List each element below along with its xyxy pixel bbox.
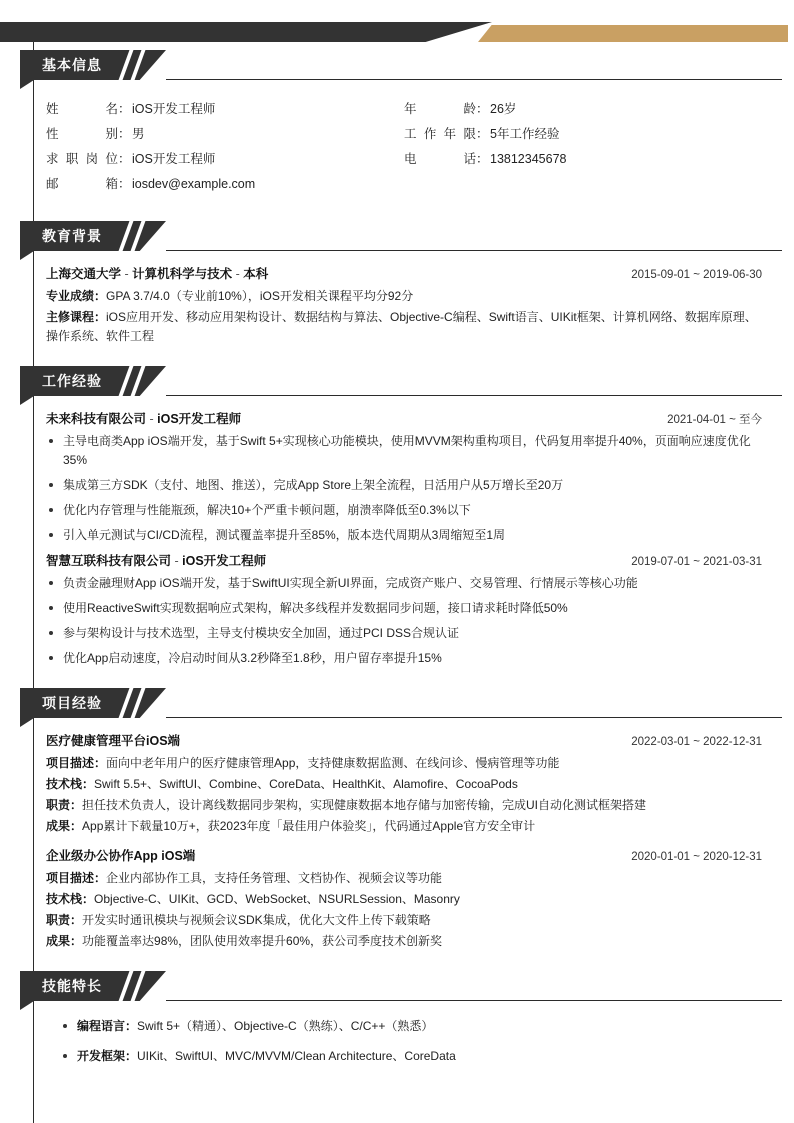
detail-value: 担任技术负责人，设计离线数据同步架构，实现健康数据本地存储与加密传输，完成UI自动化测试框架搭建	[82, 798, 647, 812]
banner-gold-stripe	[478, 25, 788, 42]
section-work-experience	[0, 366, 794, 668]
skill-key: 开发框架：	[77, 1049, 138, 1063]
section-title: 教育背景	[42, 228, 102, 244]
work-title	[46, 409, 241, 427]
job-role: iOS开发工程师	[182, 554, 267, 568]
separator: -	[146, 412, 158, 426]
detail-key: 职责：	[46, 798, 83, 812]
list-item: 参与架构设计与技术选型，主导支付模块安全加固，通过PCI DSS合规认证	[46, 624, 762, 643]
detail-value: 开发实时通讯模块与视频会议SDK集成，优化大文件上传下载策略	[82, 913, 431, 927]
section-body-project	[46, 718, 762, 951]
info-value-gender: 男	[132, 127, 145, 141]
skills-list	[60, 1017, 762, 1066]
section-header-work	[20, 366, 762, 396]
section-body-education	[46, 251, 762, 346]
section-education	[0, 221, 794, 346]
list-item: 优化App启动速度，冷启动时间从3.2秒降至1.8秒，用户留存率提升15%	[46, 649, 762, 668]
project-detail-line	[46, 911, 762, 930]
info-row	[46, 124, 404, 149]
project-detail-line	[46, 869, 762, 888]
project-date: 2022-03-01 ~ 2022-12-31	[631, 736, 762, 748]
work-bullet-list	[46, 574, 762, 668]
education-title	[46, 264, 268, 282]
info-row-empty	[404, 174, 762, 199]
company-name: 智慧互联科技有限公司	[46, 554, 172, 568]
section-rule	[166, 717, 782, 718]
list-item: 引入单元测试与CI/CD流程，测试覆盖率提升至85%，版本迭代周期从3周缩短至1周	[46, 526, 762, 545]
info-colon: ：	[118, 102, 131, 116]
detail-key: 成果：	[46, 819, 83, 833]
info-row	[404, 149, 762, 174]
info-colon: ：	[118, 127, 131, 141]
project-detail-line	[46, 754, 762, 773]
entry-header	[46, 409, 762, 427]
work-bullet-list	[46, 432, 762, 545]
banner-dark-stripe	[0, 22, 492, 42]
detail-value: iOS应用开发、移动应用架构设计、数据结构与算法、Objective-C编程、Swift语言、UIKit框架、计算机网络、数据库原理、操作系统、软件工程	[46, 310, 757, 343]
education-date: 2015-09-01 ~ 2019-06-30	[631, 269, 762, 281]
project-detail-line	[46, 796, 762, 815]
info-row	[404, 99, 762, 124]
detail-key: 成果：	[46, 934, 83, 948]
list-item: 主导电商类App iOS端开发，基于Swift 5+实现核心功能模块，使用MVVM架构重构项目，代码复用率提升40%，页面响应速度优化35%	[46, 432, 762, 470]
info-colon: ：	[476, 152, 489, 166]
project-detail-line	[46, 817, 762, 836]
skill-key: 编程语言：	[77, 1019, 138, 1033]
work-date: 2019-07-01 ~ 2021-03-31	[631, 556, 762, 568]
section-header-tab	[20, 80, 34, 89]
section-rule	[166, 395, 782, 396]
section-header-project	[20, 688, 762, 718]
section-body-basic-info	[46, 80, 762, 199]
project-detail-line	[46, 775, 762, 794]
detail-key: 项目描述：	[46, 871, 107, 885]
company-name: 未来科技有限公司	[46, 412, 147, 426]
job-role: iOS开发工程师	[157, 412, 242, 426]
detail-key: 主修课程：	[46, 310, 107, 324]
separator: -	[171, 554, 183, 568]
section-header-basic-info	[20, 50, 762, 80]
separator: -	[232, 267, 244, 281]
info-colon: ：	[118, 177, 131, 191]
entry-header	[46, 551, 762, 569]
project-name: 企业级办公协作App iOS端	[46, 849, 196, 863]
section-header-tab	[20, 1001, 34, 1010]
project-date: 2020-01-01 ~ 2020-12-31	[631, 851, 762, 863]
list-item	[60, 1047, 762, 1066]
project-detail-line	[46, 932, 762, 951]
detail-key: 项目描述：	[46, 756, 107, 770]
section-body-skills	[46, 1001, 762, 1066]
info-value-age: 26岁	[490, 102, 517, 116]
entry-header	[46, 731, 762, 749]
section-header-tab	[20, 251, 34, 260]
section-skills	[0, 971, 794, 1066]
skill-value: UIKit、SwiftUI、MVC/MVVM/Clean Architecture、CoreData	[137, 1049, 456, 1063]
section-project-experience	[0, 688, 794, 951]
project-detail-line	[46, 890, 762, 909]
section-title: 工作经验	[42, 373, 102, 389]
info-label: 工 作 年 限	[404, 127, 476, 141]
info-label: 年 龄	[404, 102, 476, 116]
info-label: 邮 箱	[46, 177, 118, 191]
detail-value: 企业内部协作工具，支持任务管理、文档协作、视频会议等功能	[106, 871, 443, 885]
section-rule	[166, 79, 782, 80]
section-title: 基本信息	[42, 57, 102, 73]
top-banner	[0, 22, 794, 42]
info-row	[46, 174, 404, 199]
detail-key: 技术栈：	[46, 892, 95, 906]
detail-value: GPA 3.7/4.0（专业前10%），iOS开发相关课程平均分92分	[106, 289, 414, 303]
entry-header	[46, 846, 762, 864]
detail-value: 面向中老年用户的医疗健康管理App，支持健康数据监测、在线问诊、慢病管理等功能	[106, 756, 560, 770]
info-label: 求 职 岗 位	[46, 152, 118, 166]
section-title: 技能特长	[42, 978, 102, 994]
list-item: 优化内存管理与性能瓶颈，解决10+个严重卡顿问题，崩溃率降低至0.3%以下	[46, 501, 762, 520]
section-body-work	[46, 396, 762, 668]
section-header-tab	[20, 718, 34, 727]
detail-value: App累计下载量10万+，获2023年度「最佳用户体验奖」，代码通过Apple官方安全审计	[82, 819, 536, 833]
info-colon: ：	[118, 152, 131, 166]
detail-value: Objective-C、UIKit、GCD、WebSocket、NSURLSession、Masonry	[94, 892, 460, 906]
info-label: 姓 名	[46, 102, 118, 116]
detail-key: 专业成绩：	[46, 289, 107, 303]
info-value-email: iosdev@example.com	[132, 177, 256, 191]
detail-key: 职责：	[46, 913, 83, 927]
list-item	[60, 1017, 762, 1036]
info-value-phone: 13812345678	[490, 152, 567, 166]
info-value-position: iOS开发工程师	[132, 152, 216, 166]
entry-header	[46, 264, 762, 282]
degree-name: 本科	[243, 267, 269, 281]
work-entry	[46, 409, 762, 545]
info-row	[46, 149, 404, 174]
detail-value: Swift 5.5+、SwiftUI、Combine、CoreData、HealthKit、Alamofire、CocoaPods	[94, 777, 518, 791]
detail-key: 技术栈：	[46, 777, 95, 791]
project-name: 医疗健康管理平台iOS端	[46, 734, 181, 748]
education-entry	[46, 264, 762, 346]
section-header-education	[20, 221, 762, 251]
detail-value: 功能覆盖率达98%，团队使用效率提升60%，获公司季度技术创新奖	[82, 934, 443, 948]
education-detail-line	[46, 287, 762, 306]
section-basic-info	[0, 50, 794, 199]
section-header-skills	[20, 971, 762, 1001]
skill-value: Swift 5+（精通）、Objective-C（熟练）、C/C++（熟悉）	[137, 1019, 434, 1033]
info-value-years: 5年工作经验	[490, 127, 560, 141]
section-title: 项目经验	[42, 695, 102, 711]
separator: -	[121, 267, 133, 281]
school-name: 上海交通大学	[46, 267, 122, 281]
info-row	[46, 99, 404, 124]
work-title	[46, 551, 266, 569]
info-colon: ：	[476, 102, 489, 116]
project-entry	[46, 846, 762, 951]
info-row	[404, 124, 762, 149]
list-item: 负责金融理财App iOS端开发，基于SwiftUI实现全新UI界面，完成资产账户、交易管理、行情展示等核心功能	[46, 574, 762, 593]
info-label: 性 别	[46, 127, 118, 141]
basic-info-grid	[46, 89, 762, 199]
info-colon: ：	[476, 127, 489, 141]
work-entry	[46, 551, 762, 668]
info-label: 电 话	[404, 152, 476, 166]
list-item: 集成第三方SDK（支付、地图、推送），完成App Store上架全流程，日活用户从5万增长至20万	[46, 476, 762, 495]
section-rule	[166, 250, 782, 251]
project-entry	[46, 731, 762, 836]
section-header-tab	[20, 396, 34, 405]
major-name: 计算机科学与技术	[132, 267, 233, 281]
section-rule	[166, 1000, 782, 1001]
list-item: 使用ReactiveSwift实现数据响应式架构，解决多线程并发数据同步问题，接口请求耗时降低50%	[46, 599, 762, 618]
education-detail-line	[46, 308, 762, 346]
info-value-name: iOS开发工程师	[132, 102, 216, 116]
work-date: 2021-04-01 ~ 至今	[667, 414, 762, 426]
